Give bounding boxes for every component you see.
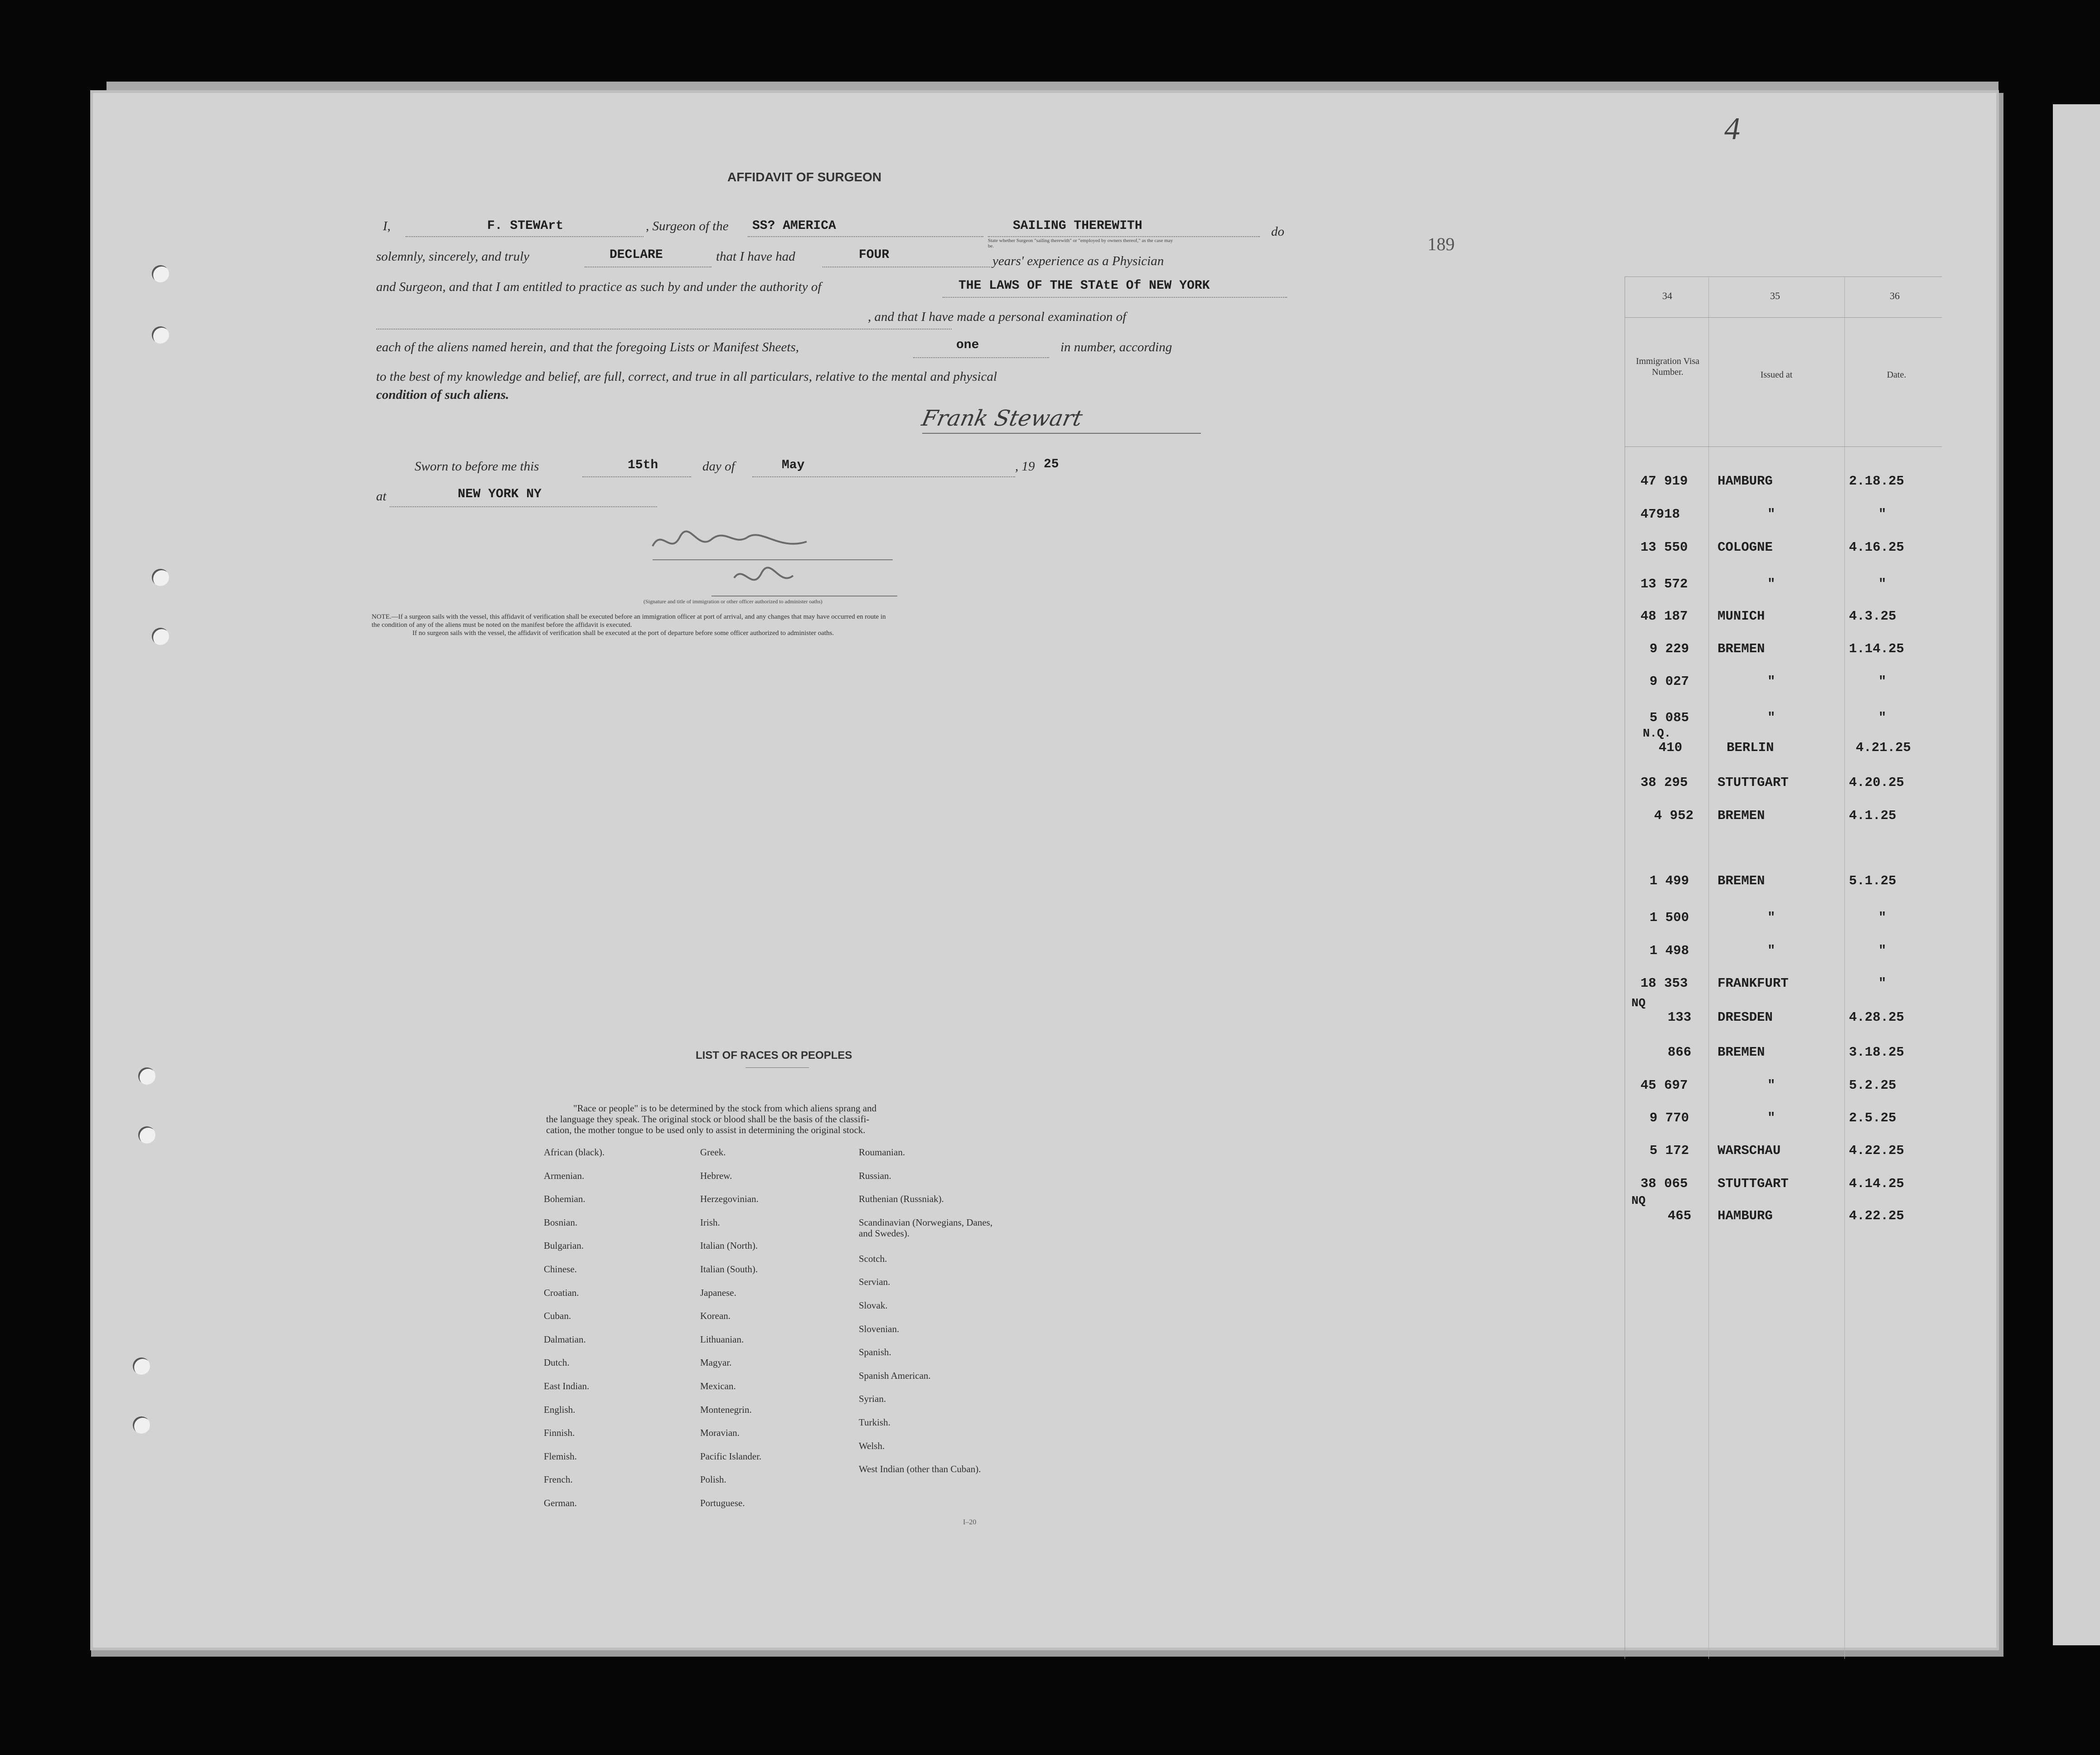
- issued-at: FRANKFURT: [1718, 976, 1789, 991]
- affidavit-line5-prefix: each of the aliens named herein, and that the foregoing Lists or Manifest Sheets,: [376, 340, 799, 354]
- issue-date: 4.22.25: [1849, 1143, 1904, 1158]
- issue-date: 4.3.25: [1849, 609, 1897, 624]
- row-prefix: NQ: [1631, 996, 1646, 1010]
- sworn-mid: day of: [702, 459, 735, 474]
- races-intro-line2: the language they speak. The original stock or blood shall be the basis of the classifi-: [546, 1114, 870, 1125]
- sworn-month: May: [782, 458, 805, 472]
- official-signature: [644, 519, 897, 610]
- issued-at: ": [1767, 674, 1776, 689]
- sailing-note: State whether Surgeon "sailing therewith" or "employed by owners thereof," as the case may be.: [988, 238, 1173, 249]
- race-item: Dutch.: [544, 1357, 570, 1368]
- issue-date: ": [1878, 507, 1887, 522]
- visa-number: 9 027: [1650, 674, 1689, 689]
- issue-date: 3.18.25: [1849, 1045, 1904, 1060]
- issue-date: 5.1.25: [1849, 873, 1897, 888]
- header-visa-number: Immigration Visa Number.: [1635, 356, 1700, 377]
- header-date: Date.: [1887, 370, 1906, 380]
- column-number: 35: [1770, 290, 1780, 301]
- race-item: West Indian (other than Cuban).: [859, 1464, 981, 1475]
- table-row: [1631, 841, 1949, 859]
- race-item: Dalmatian.: [544, 1333, 586, 1345]
- race-item: Spanish.: [859, 1347, 891, 1358]
- races-title: LIST OF RACES OR PEOPLES: [696, 1049, 852, 1062]
- races-column2: [700, 1147, 850, 1521]
- table-row: [1631, 710, 1949, 728]
- official-signature-caption: (Signature and title of immigration or other officer authorized to administer oaths): [644, 598, 823, 605]
- surgeon-name: F. STEWArt: [487, 219, 564, 233]
- issued-at: ": [1767, 1078, 1776, 1093]
- issue-date: ": [1878, 577, 1887, 591]
- race-item: Scandinavian (Norwegians, Danes, and Swedes).: [859, 1217, 993, 1239]
- race-item: Syrian.: [859, 1393, 886, 1405]
- issued-at: ": [1767, 507, 1776, 522]
- visa-number: 465: [1668, 1208, 1692, 1223]
- table-row: [1631, 910, 1949, 928]
- issued-at: ": [1767, 577, 1776, 591]
- authority: THE LAWS OF THE STAtE Of NEW YORK: [958, 279, 1210, 293]
- visa-number: 4 952: [1654, 808, 1694, 823]
- issue-date: ": [1878, 710, 1887, 725]
- visa-number: 9 770: [1650, 1110, 1689, 1125]
- races-intro-line3: cation, the mother tongue to be used only to assist in determining the original stock.: [546, 1125, 866, 1135]
- table-row: [1631, 641, 1949, 659]
- visa-number: 5 172: [1650, 1143, 1689, 1158]
- page-number-stamp: 189: [1427, 234, 1455, 254]
- issued-at: BREMEN: [1718, 873, 1765, 888]
- visa-number: 9 229: [1650, 641, 1689, 656]
- sworn-prefix: Sworn to before me this: [415, 459, 539, 474]
- race-item: Flemish.: [544, 1450, 577, 1462]
- affidavit-line4: , and that I have made a personal examination of: [868, 310, 1127, 324]
- table-row: [1631, 976, 1949, 994]
- table-row: [1631, 474, 1949, 492]
- race-item: Bohemian.: [544, 1193, 585, 1205]
- table-row: [1631, 1078, 1949, 1096]
- issue-date: ": [1878, 674, 1887, 689]
- issue-date: 4.20.25: [1849, 775, 1904, 790]
- visa-number: 47918: [1640, 507, 1680, 522]
- issued-at: WARSCHAU: [1718, 1143, 1781, 1158]
- affidavit-line2-mid: that I have had: [716, 249, 795, 264]
- race-item: East Indian.: [544, 1380, 590, 1391]
- race-item: Pacific Islander.: [700, 1450, 762, 1462]
- race-item: African (black).: [544, 1147, 605, 1158]
- race-item: Chinese.: [544, 1263, 577, 1275]
- issued-at: BREMEN: [1718, 641, 1765, 656]
- race-item: Cuban.: [544, 1310, 571, 1322]
- races-intro-line1: "Race or people" is to be determined by the stock from which aliens sprang and: [573, 1103, 877, 1114]
- sworn-place: NEW YORK NY: [458, 487, 542, 501]
- issue-date: ": [1878, 976, 1887, 991]
- affidavit-line1-mid: , Surgeon of the: [646, 219, 729, 233]
- issue-date: 4.14.25: [1849, 1176, 1904, 1191]
- table-row: [1631, 540, 1949, 558]
- affidavit-line2-suffix: years' experience as a Physician: [992, 254, 1164, 268]
- table-row: [1631, 996, 1949, 1028]
- issued-at: DRESDEN: [1718, 1010, 1773, 1025]
- race-item: Montenegrin.: [700, 1404, 752, 1415]
- race-item: English.: [544, 1404, 576, 1415]
- race-item: German.: [544, 1497, 577, 1508]
- visa-number: 48 187: [1640, 609, 1688, 624]
- race-item: Roumanian.: [859, 1147, 905, 1158]
- issue-date: 5.2.25: [1849, 1078, 1897, 1093]
- punch-hole: [133, 1416, 150, 1434]
- punch-hole: [152, 569, 169, 586]
- punch-hole: [152, 265, 169, 282]
- table-row: [1631, 1194, 1949, 1227]
- sailing-status: SAILING THEREWITH: [1013, 219, 1142, 233]
- row-prefix: N.Q.: [1643, 727, 1671, 740]
- issued-at: HAMBURG: [1718, 474, 1773, 489]
- issue-date: ": [1878, 943, 1887, 958]
- issue-date: 2.5.25: [1849, 1110, 1897, 1125]
- table-row: [1631, 609, 1949, 627]
- table-row: [1631, 674, 1949, 692]
- at-label: at: [376, 489, 387, 504]
- issue-date: 4.16.25: [1849, 540, 1904, 555]
- race-item: Lithuanian.: [700, 1333, 744, 1345]
- table-row: [1631, 1045, 1949, 1063]
- table-rule: [1625, 446, 1942, 447]
- issue-date: 2.18.25: [1849, 474, 1904, 489]
- race-item: Greek.: [700, 1147, 726, 1158]
- race-item: Korean.: [700, 1310, 731, 1322]
- visa-number: 38 295: [1640, 775, 1688, 790]
- race-item: Slovak.: [859, 1299, 888, 1311]
- affidavit-note-line2: the condition of any of the aliens must be noted on the manifest before the affidavit is executed.: [372, 621, 632, 629]
- races-title-rule: [745, 1067, 809, 1068]
- race-item: Servian.: [859, 1276, 890, 1288]
- issued-at: COLOGNE: [1718, 540, 1773, 555]
- visa-number: 1 499: [1650, 873, 1689, 888]
- form-code: I–20: [963, 1518, 977, 1526]
- affidavit-line1-suffix: do: [1271, 224, 1284, 239]
- race-item: Moravian.: [700, 1427, 740, 1439]
- punch-hole: [138, 1126, 155, 1144]
- issue-date: 1.14.25: [1849, 641, 1904, 656]
- punch-hole: [133, 1357, 150, 1375]
- visa-number: 45 697: [1640, 1078, 1688, 1093]
- race-item: Mexican.: [700, 1380, 736, 1391]
- affidavit-note-line1: NOTE.—If a surgeon sails with the vessel, this affidavit of verification shall be executed before an immigration officer at port of arrival, and any changes that may have occurred en route in: [372, 613, 886, 621]
- visa-number: 18 353: [1640, 976, 1688, 991]
- column-number: 34: [1662, 290, 1672, 301]
- race-item: Welsh.: [859, 1440, 885, 1451]
- race-item: Scotch.: [859, 1253, 887, 1264]
- table-row: [1631, 775, 1949, 793]
- table-row: [1631, 873, 1949, 892]
- issue-date: 4.1.25: [1849, 808, 1897, 823]
- punch-hole: [152, 326, 169, 344]
- visa-number: 410: [1659, 740, 1683, 755]
- race-item: Japanese.: [700, 1287, 736, 1298]
- table-row: [1631, 577, 1949, 595]
- manifest-sheet: [93, 93, 1996, 1648]
- affidavit-line2-prefix: solemnly, sincerely, and truly: [376, 249, 530, 264]
- affidavit-line1-prefix: I,: [383, 219, 391, 233]
- issued-at: ": [1767, 943, 1776, 958]
- race-item: French.: [544, 1474, 573, 1485]
- table-row: [1631, 808, 1949, 826]
- issue-date: 4.28.25: [1849, 1010, 1904, 1025]
- races-column3: [859, 1147, 1008, 1487]
- issued-at: ": [1767, 910, 1776, 925]
- race-item: Finnish.: [544, 1427, 575, 1439]
- issue-date: 4.21.25: [1856, 740, 1911, 755]
- race-item: Herzegovinian.: [700, 1193, 759, 1205]
- race-item: Polish.: [700, 1474, 726, 1485]
- column-number: 36: [1890, 290, 1900, 301]
- table-rule: [1625, 276, 1942, 277]
- punch-hole: [152, 628, 169, 645]
- race-item: Italian (South).: [700, 1263, 758, 1275]
- table-row: [1631, 1110, 1949, 1129]
- visa-number: 47 919: [1640, 474, 1688, 489]
- issued-at: BERLIN: [1727, 740, 1774, 755]
- visa-number: 1 500: [1650, 910, 1689, 925]
- affidavit-line3-prefix: and Surgeon, and that I am entitled to practice as such by and under the authority of: [376, 280, 822, 294]
- issue-date: 4.22.25: [1849, 1208, 1904, 1223]
- race-item: Italian (North).: [700, 1240, 758, 1251]
- issue-date: ": [1878, 910, 1887, 925]
- issued-at: HAMBURG: [1718, 1208, 1773, 1223]
- race-item: Spanish American.: [859, 1370, 931, 1381]
- table-row: [1631, 727, 1949, 758]
- row-prefix: NQ: [1631, 1194, 1646, 1207]
- race-item: Portuguese.: [700, 1497, 745, 1508]
- page-mark: 4: [1724, 112, 1740, 146]
- issued-at: ": [1767, 1110, 1776, 1125]
- manifest-sheet-count: one: [956, 338, 979, 352]
- visa-number: 5 085: [1650, 710, 1689, 725]
- adjacent-page-edge: [2053, 104, 2100, 1645]
- race-item: Irish.: [700, 1217, 720, 1228]
- years-experience: FOUR: [859, 248, 890, 262]
- races-column1: [544, 1147, 689, 1521]
- affidavit-line5-suffix: in number, according: [1060, 340, 1172, 354]
- race-item: Bulgarian.: [544, 1240, 584, 1251]
- affidavit-title: AFFIDAVIT OF SURGEON: [727, 170, 882, 184]
- issued-at: BREMEN: [1718, 1045, 1765, 1060]
- race-item: Slovenian.: [859, 1323, 900, 1334]
- issued-at: ": [1767, 710, 1776, 725]
- header-issued-at: Issued at: [1760, 370, 1793, 380]
- table-row: [1631, 507, 1949, 525]
- affidavit-note-line3: If no surgeon sails with the vessel, the affidavit of verification shall be executed at the port of departure before some officer authorized to administer oaths.: [412, 630, 834, 637]
- issued-at: STUTTGART: [1718, 1176, 1789, 1191]
- affidavit-line6: to the best of my knowledge and belief, are full, correct, and true in all particulars, relative to the mental and physical: [376, 369, 997, 384]
- vessel-name: SS? AMERICA: [752, 219, 836, 233]
- table-row: [1631, 1143, 1949, 1161]
- sworn-year-suffix: 25: [1044, 457, 1059, 471]
- declare-word: DECLARE: [610, 248, 663, 262]
- race-item: Croatian.: [544, 1287, 579, 1298]
- race-item: Turkish.: [859, 1416, 890, 1428]
- visa-number: 13 572: [1640, 577, 1688, 591]
- race-item: Armenian.: [544, 1170, 585, 1181]
- visa-number: 866: [1668, 1045, 1692, 1060]
- visa-number: 133: [1668, 1010, 1692, 1025]
- race-item: Magyar.: [700, 1357, 732, 1368]
- visa-number: 1 498: [1650, 943, 1689, 958]
- sworn-year-prefix: , 19: [1015, 459, 1035, 474]
- race-item: Russian.: [859, 1170, 891, 1181]
- visa-number: 13 550: [1640, 540, 1688, 555]
- surgeon-signature: Frank Stewart: [919, 406, 1085, 431]
- visa-number: 38 065: [1640, 1176, 1688, 1191]
- table-rule: [1625, 317, 1942, 318]
- race-item: Hebrew.: [700, 1170, 732, 1181]
- race-item: Ruthenian (Russniak).: [859, 1193, 944, 1205]
- issued-at: MUNICH: [1718, 609, 1765, 624]
- table-row: [1631, 943, 1949, 961]
- issued-at: STUTTGART: [1718, 775, 1789, 790]
- race-item: Bosnian.: [544, 1217, 578, 1228]
- issued-at: BREMEN: [1718, 808, 1765, 823]
- punch-hole: [138, 1067, 155, 1085]
- table-row: [1631, 1176, 1949, 1194]
- sworn-day: 15th: [628, 458, 658, 472]
- affidavit-line7: condition of such aliens.: [376, 388, 509, 402]
